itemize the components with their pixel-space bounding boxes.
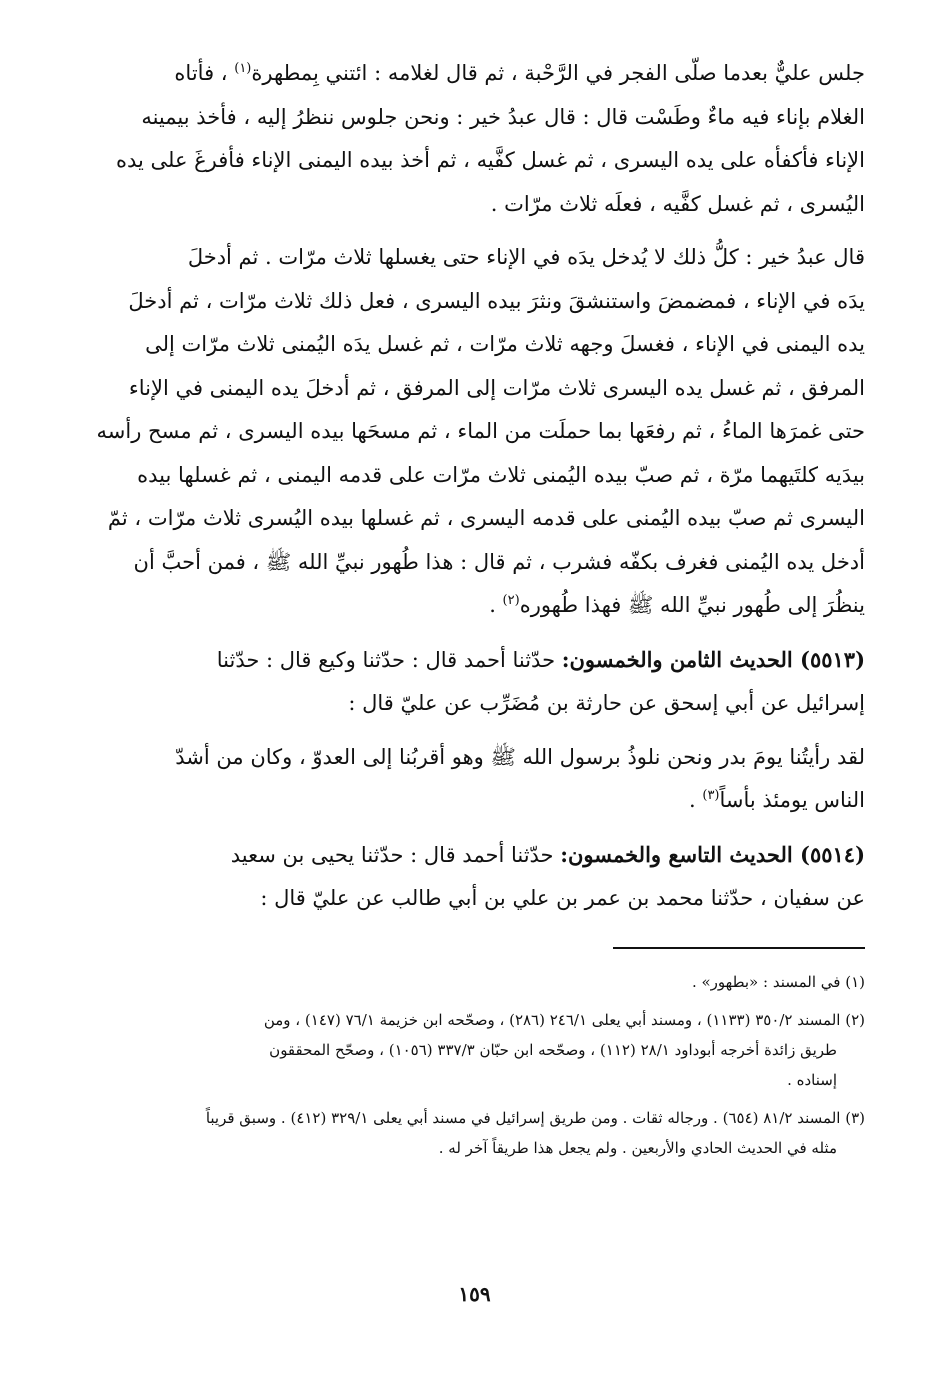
text-line: (٥٥١٣) الحديث الثامن والخمسون: حدّثنا أحمد قال : حدّثنا وكيع قال : حدّثنا <box>216 646 865 672</box>
footnote-ref-1[interactable]: (١) <box>234 61 252 76</box>
text-line: جلس عليٌّ بعدما صلّى الفجر في الرَّحْبة ، ثم قال لغلامه : ائتني بِمطهرة$^{(١)}$ ، فأتاه <box>174 61 865 85</box>
footnote-divider <box>613 947 865 949</box>
hadith-title: (٥٥١٣) الحديث الثامن والخمسون: <box>561 646 865 672</box>
text-line: أدخل يده اليُمنى فغرف بكفّه فشرب ، ثم قال : هذا طُهور نبيِّ الله ﷺ ، فمن أحبَّ أن <box>133 549 865 574</box>
footnote-line: (١) في المسند : «بطهور» . <box>691 972 865 991</box>
text-line: المرفق ، ثم غسل يده اليسرى ثلاث مرّات إلى المرفق ، ثم أدخلَ يده اليمنى في الإناء <box>128 375 865 400</box>
hadith-5513 <box>96 638 865 726</box>
text-line: يدَه في الإناء ، فمضمضَ واستنشقَ ونثرَ بيده اليسرى ، فعل ذلك ثلاث مرّات ، ثم أدخلَ <box>128 288 865 313</box>
hadith-5514 <box>96 833 865 921</box>
text-line: بيدَيه كلتَيهما مرّة ، ثم صبّ بيده اليُمنى ثلاث مرّات على قدمه اليمنى ، ثم غسلها بيده <box>137 462 865 487</box>
page-number: ١٥٩ <box>458 1282 491 1306</box>
footnote-line: (٢) المسند ٣٥٠/٢ (١١٣٣) ، ومسند أبي يعلى ٢٤٦/١ (٢٨٦) ، وصحّحه ابن خزيمة ٧٦/١ (١٤٧) ، ومن <box>263 1010 865 1029</box>
text-line: قال عبدُ خير : كلُّ ذلك لا يُدخل يدَه في الإناء حتى يغسلها ثلاث مرّات . ثم أدخلَ <box>187 245 865 269</box>
footnote-line: (٣) المسند ٨١/٢ (٦٥٤) . ورجاله ثقات . ومن طريق إسرائيل في مسند أبي يعلى ٣٢٩/١ (٤١٢) . وسبق قريباً <box>205 1108 865 1127</box>
text-line: إسرائيل عن أبي إسحق عن حارثة بن مُضَرِّب عن عليّ قال : <box>348 691 865 715</box>
text-line: اليسرى ثم صبّ بيده اليُمنى على قدمه اليسرى ، ثم غسلها بيده اليُسرى ثلاث مرّات ، ثمّ <box>107 506 865 530</box>
footnote-line: طريق زائدة أخرجه أبوداود ٢٨/١ (١١٢) ، وصحّحه ابن حبّان ٣٣٧/٣ (١٠٥٦) ، وصحّح المحققون <box>269 1040 837 1059</box>
footnote-ref-3[interactable]: (٣) <box>702 788 720 803</box>
text-line: الغلام بإناء فيه ماءٌ وطَسْت قال : قال عبدُ خير : ونحن جلوس ننظرُ إليه ، فأخذ بيمينه <box>141 104 865 129</box>
footnote-1 <box>96 967 865 997</box>
text-line: (٥٥١٤) الحديث التاسع والخمسون: حدّثنا أحمد قال : حدّثنا يحيى بن سعيد <box>230 841 865 867</box>
text-line: حتى غمرَها الماءُ ، ثم رفعَها بما حملَت من الماء ، ثم مسحَها بيده اليسرى ، ثم مسح رأسه <box>96 419 865 443</box>
footnote-line: إسناده . <box>787 1070 837 1089</box>
text-line: اليُسرى ، ثم غسل كفَّيه ، فعلَه ثلاث مرّات . <box>490 191 865 216</box>
paragraph-ali-wudu <box>96 52 865 226</box>
footnote-3 <box>96 1103 865 1163</box>
text-line: ينظُرَ إلى طُهور نبيِّ الله ﷺ فهذا طُهوره$^{(٢)}$ . <box>489 593 865 617</box>
footnote-2 <box>96 1005 865 1095</box>
paragraph-abd-khayr <box>96 236 865 628</box>
paragraph-badr <box>96 736 865 823</box>
text-line: عن سفيان ، حدّثنا محمد بن عمر بن علي بن أبي طالب عن عليّ قال : <box>260 886 865 910</box>
text-line: لقد رأيتُنا يومَ بدر ونحن نلوذُ برسول الله ﷺ وهو أقربُنا إلى العدوّ ، وكان من أشدّ <box>175 744 865 769</box>
text-line: يده اليمنى في الإناء ، فغسلَ وجهه ثلاث مرّات ، ثم غسل يدَه اليُمنى ثلاث مرّات إلى <box>145 332 865 356</box>
hadith-title: (٥٥١٤) الحديث التاسع والخمسون: <box>560 841 865 867</box>
footnote-line: مثله في الحديث الحادي والأربعين . ولم يجعل هذا طريقاً آخر له . <box>438 1138 837 1157</box>
text-line: الإناء فأكفأه على يده اليسرى ، ثم غسل كفَّيه ، ثم أخذ بيده اليمنى الإناء فأفرغَ على يده <box>115 148 865 172</box>
footnote-ref-2[interactable]: (٢) <box>502 593 520 608</box>
text-line: الناس يومئذ بأساً$^{(٣)}$ . <box>689 788 865 812</box>
